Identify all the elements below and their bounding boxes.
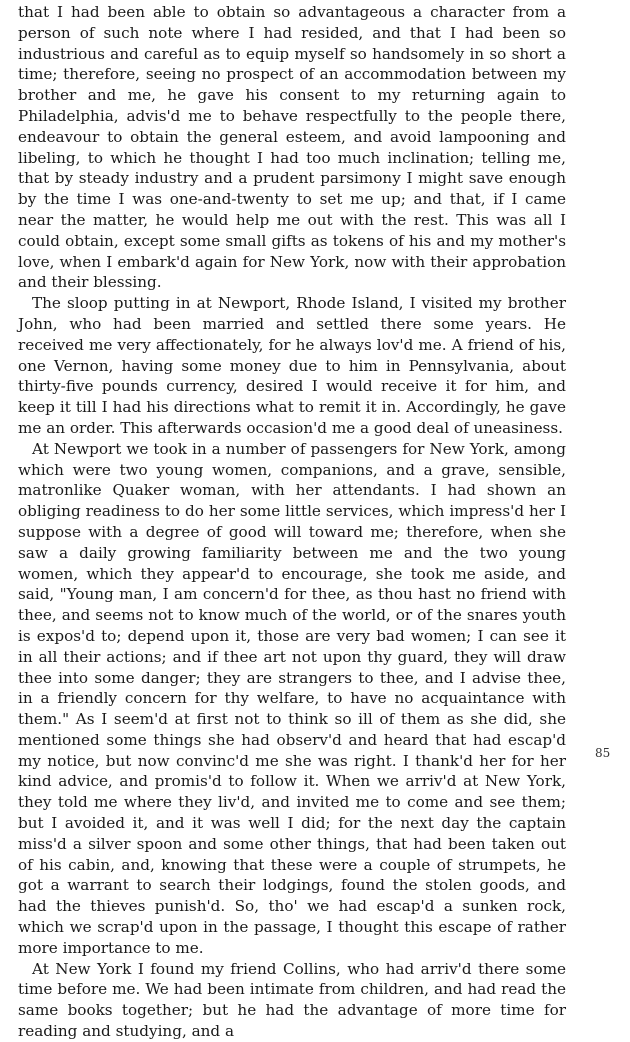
body-text: [18, 2, 566, 1042]
paragraph-newport-sloop: The sloop putting in at Newport, Rhode Island, I visited my brother John, who had been married and settled there some years. He received me very affectionately, for he always lov'd me. A friend of his, one Vernon, having some money due to him in Pennsylvania, about thirty-five pounds currency, desired I would receive it for him, and keep it till I had his directions what to remit it in. Accordingly, he gave me an order. This afterwards occasion'd me a good deal of uneasiness.: [18, 294, 566, 437]
page-number: 85: [595, 746, 611, 760]
paragraph-quaker-woman: At Newport we took in a number of passengers for New York, among which were two young women, companions, and a grave, sensible, matronlike Quaker woman, with her attendants. I had shown an obliging readiness to do her some little services, which impress'd her I suppose with a degree of good will toward me; therefore, when she saw a daily growing familiarity between me and the two young women, which they appear'd to encourage, she took me aside, and said, "Young man, I am concern'd for thee, as thou hast no friend with thee, and seems not to know much of the world, or of the snares youth is expos'd to; depend upon it, those are very bad women; I can see it in all their actions; and if thee art not upon thy guard, they will draw thee into some danger; they are strangers to thee, and I advise thee, in a friendly concern for thy welfare, to have no acquaintance with them." As I seem'd at first not to think so ill of them as she did, she mentioned some things she had observ'd and heard that had escap'd my notice, but now convinc'd me she was right. I thank'd her for her kind advice, and promis'd to follow it. When we arriv'd at New York, they told me where they liv'd, and invited me to come and see them; but I avoided it, and it was well I did; for the next day the captain miss'd a silver spoon and some other things, that had been taken out of his cabin, and, knowing that these were a couple of strumpets, he got a warrant to search their lodgings, found the stolen goods, and had the thieves punish'd. So, tho' we had escap'd a sunken rock, which we scrap'd upon in the passage, I thought this escape of rather more importance to me.: [18, 439, 566, 957]
paragraph-collins: At New York I found my friend Collins, who had arriv'd there some time before me. We had been intimate from children, and had read the same books together; but he had the advantage of more time for reading and studying, and a: [18, 959, 566, 1041]
paragraph-continuation: that I had been able to obtain so advantageous a character from a person of such note where I had resided, and that I had been so industrious and careful as to equip myself so handsomely in so short a time; therefore, seeing no prospect of an accommodation between my brother and me, he gave his consent to my returning again to Philadelphia, advis'd me to behave respectfully to the people there, endeavour to obtain the general esteem, and avoid lampooning and libeling, to which he thought I had too much inclination; telling me, that by steady industry and a prudent parsimony I might save enough by the time I was one-and-twenty to set me up; and that, if I came near the matter, he would help me out with the rest. This was all I could obtain, except some small gifts as tokens of his and my mother's love, when I embark'd again for New York, now with their approbation and their blessing.: [18, 3, 566, 292]
